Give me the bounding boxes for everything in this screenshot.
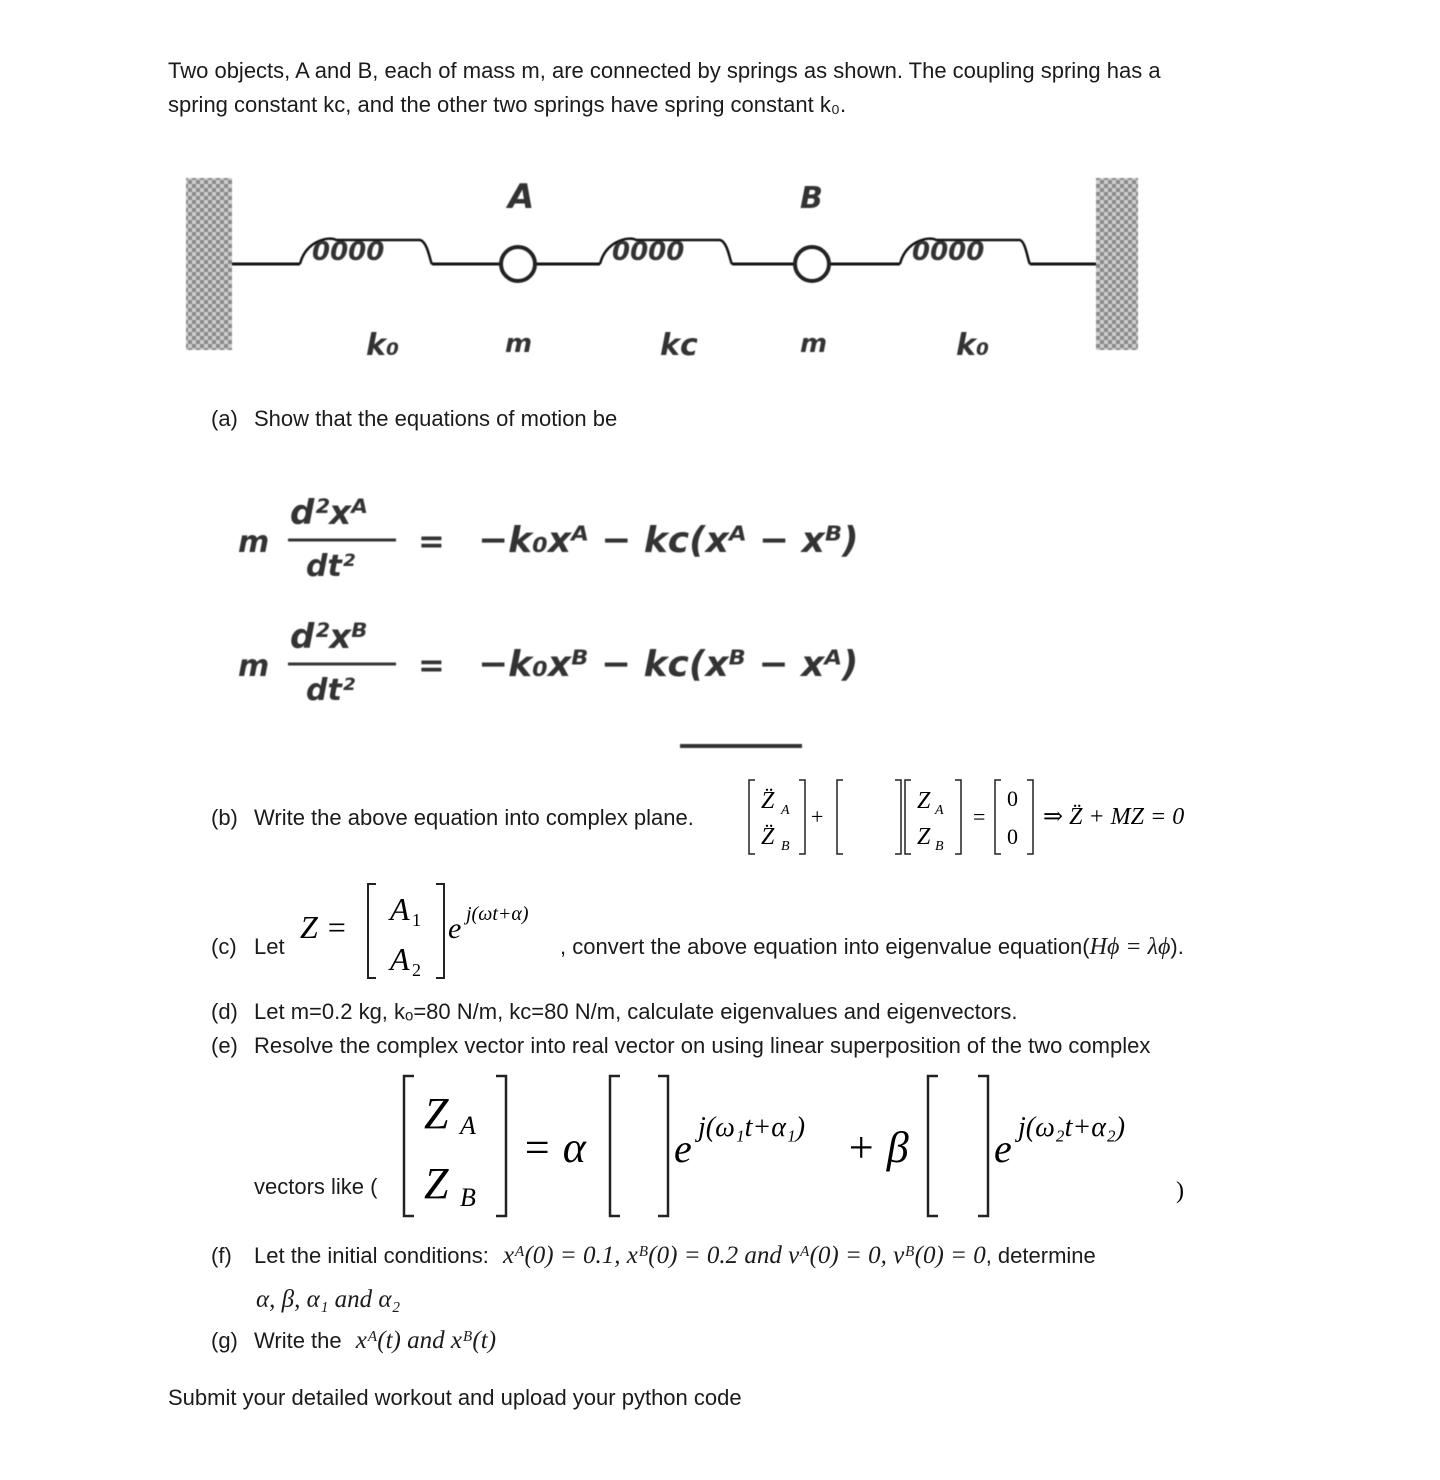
svg-text:dt²: dt²: [306, 673, 355, 708]
svg-text:=: =: [418, 522, 445, 560]
zb: Z: [424, 1159, 449, 1208]
svg-text:−k₀xᴮ − kᴄ(xᴮ − xᴬ): −k₀xᴮ − kᴄ(xᴮ − xᴬ): [478, 644, 859, 685]
svg-text:e: e: [994, 1126, 1012, 1171]
zb-ddot: Z̈: [761, 824, 775, 850]
xa-xb-expr: xᴬ(t) and xᴮ(t): [355, 1327, 497, 1354]
spring-right: [900, 237, 1030, 267]
left-wall: [186, 178, 232, 350]
svg-text:=: =: [973, 804, 986, 829]
svg-text:−k₀xᴬ − kᴄ(xᴬ − xᴮ): −k₀xᴬ − kᴄ(xᴬ − xᴮ): [478, 520, 859, 561]
submit-instruction: Submit your detailed workout and upload your python code: [168, 1385, 742, 1410]
k0-left-label: k₀: [366, 328, 400, 363]
za: Z: [917, 788, 931, 814]
svg-text:A: A: [781, 803, 790, 818]
intro-line-1: Two objects, A and B, each of mass m, are connected by springs as shown. The coupling spring has a: [168, 58, 1161, 83]
equations-of-motion: [0, 460, 1440, 780]
svg-text:2: 2: [412, 960, 421, 980]
exponent-2: j(ω₂t+α₂): [1018, 1112, 1126, 1143]
part-c-let: Let: [254, 934, 285, 959]
part-f-line: Let the initial conditions: xᴬ(0) = 0.1, xᴮ(0) = 0.2 and vᴬ(0) = 0, vᴮ(0) = 0, determine: [254, 1242, 1096, 1269]
svg-text:0000: 0000: [312, 237, 385, 267]
svg-text:d²xᴬ: d²xᴬ: [290, 493, 368, 533]
svg-text:Z =: Z =: [300, 909, 348, 945]
close-paren: ): [1176, 1178, 1184, 1204]
svg-text:=: =: [418, 646, 445, 684]
mass-a: [501, 247, 535, 281]
kc-center-label: kᴄ: [660, 328, 698, 363]
zero-2: 0: [1007, 824, 1018, 849]
svg-text:A: A: [460, 1111, 476, 1140]
part-f-params: α, β, α₁ and α₂: [256, 1286, 401, 1313]
plus-beta: + β: [846, 1123, 909, 1172]
svg-text:e: e: [674, 1126, 692, 1171]
exponent-1: j(ω₁t+α₁): [698, 1112, 806, 1143]
equals-alpha: = α: [522, 1123, 586, 1172]
part-c-text: , convert the above equation into eigenvalue equation(Hϕ = λϕ).: [560, 934, 1184, 960]
initial-conditions: xᴬ(0) = 0.1, xᴮ(0) = 0.2 and vᴬ(0) = 0, vᴮ(0) = 0: [502, 1242, 986, 1269]
part-b-marker: (b): [211, 805, 238, 830]
vectors-like: vectors like (: [254, 1174, 378, 1199]
svg-text:dt²: dt²: [306, 549, 355, 584]
svg-text:m: m: [238, 649, 270, 684]
superposition-equation: [396, 1070, 1196, 1220]
svg-text:B: B: [460, 1183, 476, 1212]
z-definition: [290, 880, 570, 990]
za: Z: [424, 1089, 449, 1138]
eigen-eq: Hϕ = λϕ: [1089, 934, 1171, 960]
svg-text:B: B: [781, 839, 790, 854]
part-b-text: Write the above equation into complex plane.: [254, 805, 694, 830]
complex-matrix-equation: [745, 778, 1225, 858]
part-a-marker: (a): [211, 406, 238, 431]
part-d-text: Let m=0.2 kg, kₒ=80 N/m, kᴄ=80 N/m, calculate eigenvalues and eigenvectors.: [254, 999, 1018, 1024]
svg-text:0000: 0000: [912, 237, 985, 267]
mass-a-label: A: [508, 177, 535, 217]
part-c-marker: (c): [211, 934, 237, 959]
exponent: j(ωt+α): [466, 903, 529, 925]
part-g-marker: (g): [211, 1328, 238, 1353]
svg-text:A: A: [935, 803, 944, 818]
equation-1: [238, 493, 859, 584]
a1: A: [390, 891, 410, 927]
zero-1: 0: [1007, 786, 1018, 811]
za-ddot: Z̈: [761, 788, 775, 814]
svg-text:m: m: [238, 525, 270, 560]
svg-text:B: B: [935, 839, 944, 854]
zb: Z: [917, 824, 931, 850]
implication: ⇒ Z̈ + MZ = 0: [1043, 804, 1185, 830]
m-left-label: m: [505, 329, 533, 359]
spring-mass-diagram: [0, 0, 1440, 380]
svg-text:0000: 0000: [612, 237, 685, 267]
intro-line-2: spring constant kᴄ, and the other two springs have spring constant k₀.: [168, 92, 847, 117]
equation-2: [238, 617, 858, 708]
part-a-text: Show that the equations of motion be: [254, 406, 618, 431]
k0-right-label: k₀: [956, 328, 990, 363]
part-d-marker: (d): [211, 999, 238, 1024]
part-e-text: Resolve the complex vector into real vector on using linear superposition of the two complex: [254, 1033, 1151, 1058]
svg-text:+: +: [811, 804, 824, 829]
svg-text:e: e: [448, 912, 462, 945]
part-e-marker: (e): [211, 1033, 238, 1058]
spring-center: [600, 237, 732, 267]
svg-text:1: 1: [412, 910, 421, 930]
spring-left: [300, 237, 432, 267]
right-wall: [1096, 178, 1138, 350]
m-right-label: m: [800, 329, 828, 359]
part-f-marker: (f): [211, 1243, 232, 1268]
part-g-line: Write the xᴬ(t) and xᴮ(t): [254, 1327, 497, 1354]
svg-text:d²xᴮ: d²xᴮ: [290, 617, 368, 657]
mass-b-label: B: [800, 181, 823, 216]
mass-b: [795, 247, 829, 281]
a2: A: [390, 941, 410, 977]
